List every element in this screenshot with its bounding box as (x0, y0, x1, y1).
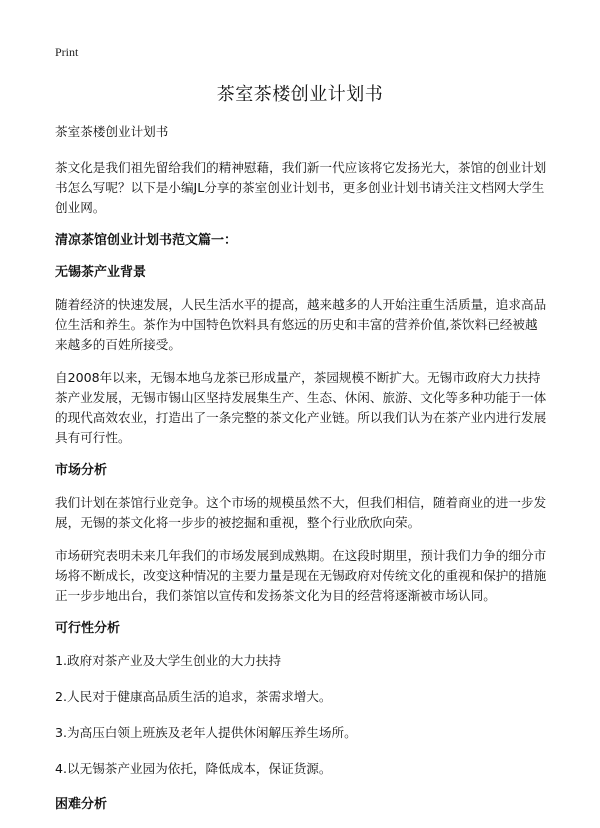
list-item: 3.为高压白领上班族及老年人提供休闲解压养生场所。 (55, 725, 357, 740)
section-heading-market: 市场分析 (55, 463, 108, 478)
page-title: 茶室茶楼创业计划书 (216, 84, 384, 105)
paragraph: 自2008年以来，无锡本地乌龙茶已形成量产，茶园规模不断扩大。无锡市政府大力扶持茶产业发展，无锡市锡山区坚持发展集生产、生态、休闲、旅游、文化等多种功能于一体的现代高效农业，打造出了一条完整的茶文化产业链。所以我们认为在茶产业内进行发展具有可行性。 (55, 370, 547, 445)
article-heading: 清凉茶馆创业计划书范文篇一： (55, 233, 238, 248)
print-link[interactable]: Print (55, 45, 79, 59)
paragraph: 市场研究表明未来几年我们的市场发展到成熟期。在这段时期里，预计我们力争的细分市场将不断成长，改变这种情况的主要力量是现在无锡政府对传统文化的重视和保护的措施正一步步地出台，我们茶馆以宣传和发扬茶文化为目的经营将逐渐被市场认同。 (55, 548, 547, 603)
list-item: 2.人民对于健康高品质生活的追求，茶需求增大。 (55, 689, 332, 704)
section-heading-background: 无锡茶产业背景 (55, 265, 147, 280)
list-item: 4.以无锡茶产业园为依托，降低成本，保证货源。 (55, 761, 332, 776)
paragraph: 随着经济的快速发展，人民生活水平的提高，越来越多的人开始注重生活质量，追求高品位生活和养生。茶作为中国特色饮料具有悠远的历史和丰富的营养价值,茶饮料已经被越来越多的百姓所接受。 (55, 297, 547, 352)
list-item: 1.政府对茶产业及大学生创业的大力扶持 (55, 653, 282, 668)
section-heading-feasibility: 可行性分析 (55, 621, 121, 636)
paragraph: 我们计划在茶馆行业竞争。这个市场的规模虽然不大，但我们相信，随着商业的进一步发展，无锡的茶文化将一步步的被挖掘和重视，整个行业欣欣向荣。 (55, 495, 547, 530)
intro-paragraph: 茶文化是我们祖先留给我们的精神慰藉，我们新一代应该将它发扬光大，茶馆的创业计划书怎么写呢？以下是小编JL分享的茶室创业计划书，更多创业计划书请关注文档网大学生创业网。 (55, 160, 547, 215)
document-subtitle: 茶室茶楼创业计划书 (55, 124, 169, 139)
section-heading-difficulties: 困难分析 (55, 797, 108, 812)
document-body (55, 122, 550, 827)
